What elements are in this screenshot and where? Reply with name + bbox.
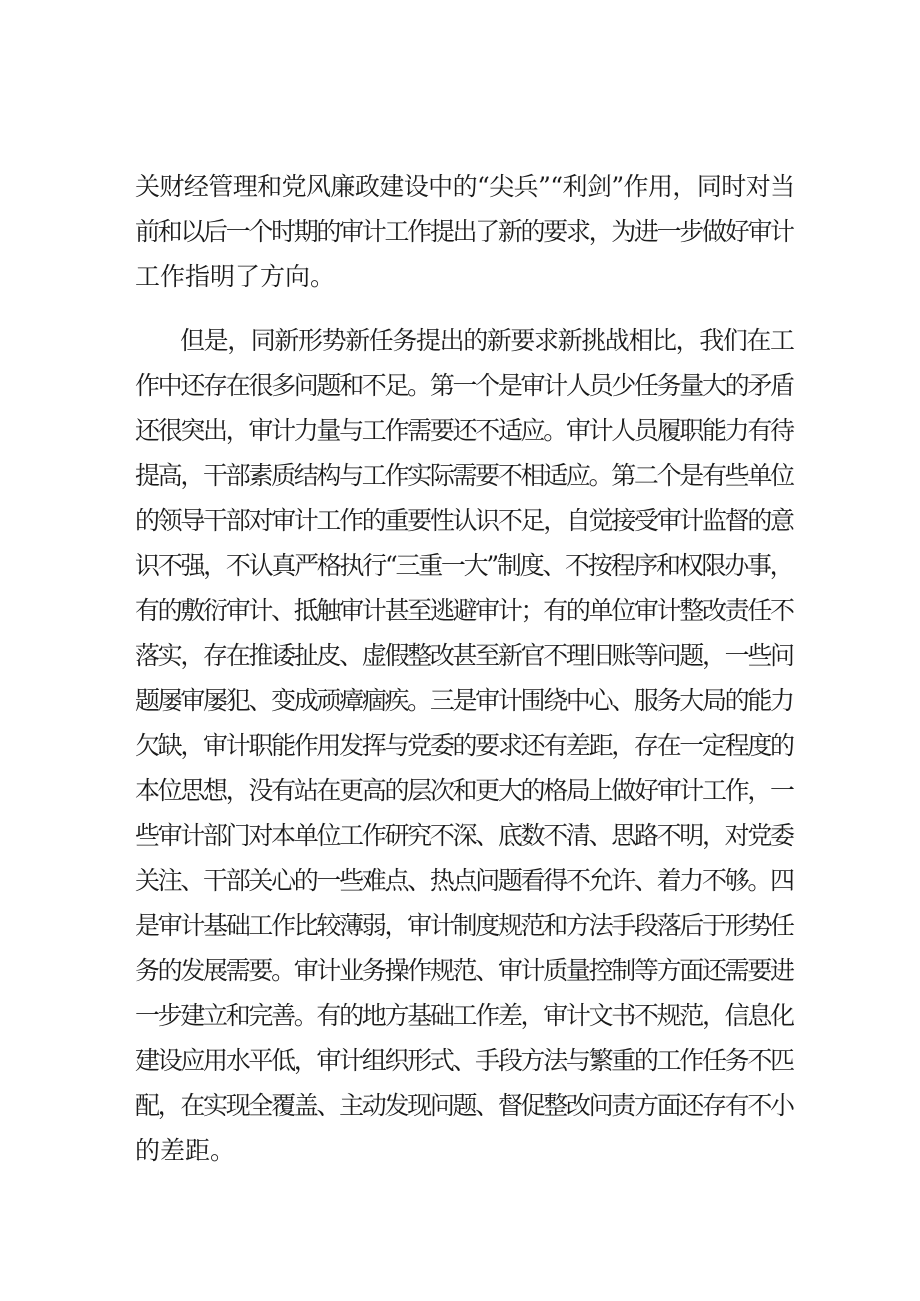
text-line: 作中还存在很多问题和不足。第一个是审计人员少任务量大的矛盾 [135, 371, 793, 400]
text-line: 题屡审屡犯、变成顽瘴痼疾。三是审计围绕中心、服务大局的能力 [135, 686, 793, 715]
text-line: 建设应用水平低，审计组织形式、手段方法与繁重的工作任务不匹 [135, 1046, 793, 1075]
text-line: 前和以后一个时期的审计工作提出了新的要求，为进一步做好审计 [135, 217, 793, 246]
text-line: 工作指明了方向。 [135, 262, 336, 291]
text-line: 识不强，不认真严格执行“三重一大”制度、不按程序和权限办事， [135, 551, 793, 580]
text-line: 落实，存在推诿扯皮、虚假整改甚至新官不理旧账等问题，一些问 [135, 641, 793, 670]
text-line: 但是，同新形势新任务提出的新要求新挑战相比，我们在工 [180, 326, 794, 355]
text-line: 欠缺，审计职能作用发挥与党委的要求还有差距，存在一定程度的 [135, 731, 793, 760]
text-line: 本位思想，没有站在更高的层次和更大的格局上做好审计工作，一 [135, 776, 793, 805]
text-line: 有的敷衍审计、抵触审计甚至逃避审计；有的单位审计整改责任不 [135, 596, 793, 625]
text-line: 一步建立和完善。有的地方基础工作差，审计文书不规范，信息化 [135, 1001, 793, 1030]
text-line: 些审计部门对本单位工作研究不深、底数不清、思路不明，对党委 [135, 821, 793, 850]
text-line: 提高，干部素质结构与工作实际需要不相适应。第二个是有些单位 [135, 461, 793, 490]
text-line: 关注、干部关心的一些难点、热点问题看得不允许、着力不够。四 [135, 866, 793, 895]
text-line: 是审计基础工作比较薄弱，审计制度规范和方法手段落后于形势任 [135, 911, 793, 940]
text-line: 务的发展需要。审计业务操作规范、审计质量控制等方面还需要进 [135, 956, 793, 985]
text-line: 配，在实现全覆盖、主动发现问题、督促整改问责方面还存有不小 [135, 1091, 793, 1120]
text-line: 还很突出，审计力量与工作需要还不适应。审计人员履职能力有待 [135, 416, 793, 445]
text-line: 的差距。 [135, 1136, 236, 1165]
text-line: 关财经管理和党风廉政建设中的“尖兵”“利剑”作用，同时对当 [135, 172, 795, 201]
text-line: 的领导干部对审计工作的重要性认识不足，自觉接受审计监督的意 [135, 506, 793, 535]
